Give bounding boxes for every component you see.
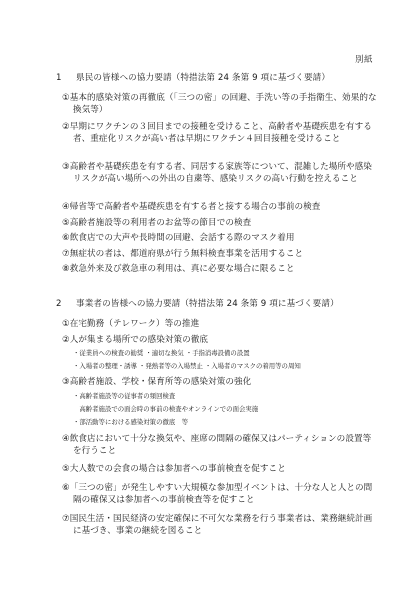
section-2-item-2: ②人が集まる場所での感染対策の徹底: [62, 335, 209, 345]
section-2-item-1: ①在宅勤務（テレワーク）等の推進: [62, 319, 200, 329]
section-2-item-5: ⑤大人数での会食の場合は参加者への事前検査を促すこと: [62, 464, 286, 474]
section-2-title: [56, 297, 339, 309]
annex-label: 別紙: [355, 55, 374, 65]
section-2-number: 2: [56, 299, 62, 309]
section-2-item-3-sub-1: ・高齢者施設等の従事者の頻回検査: [73, 392, 176, 400]
section-2-item-6: ⑥「三つの密」が発生しやすい大規模な参加型イベントは、十分な人と人との間隔の確保又は参加者への事前検査等を促すこと: [62, 483, 373, 505]
section-1-item-5: ⑤高齢者施設等の利用者のお盆等の節目での検査: [62, 218, 252, 228]
section-1-item-1: ①基本的感染対策の再徹底（「三つの密」の回避、手洗い等の手指衛生、効果的な換気等）: [62, 93, 377, 115]
section-2-item-7: ⑦国民生活・国民経済の安定確保に不可欠な業務を行う事業者は、業務継続計画に基づき、事業の継続を図ること: [62, 514, 373, 536]
section-1-item-4: ④帰省等で高齢者や基礎疾患を有する者と接する場合の事前の検査: [62, 202, 321, 212]
section-2-item-2-sub-2: ・入場者の整理・誘導 ・発熱者等の入場禁止 ・入場者のマスクの着用等の周知: [73, 362, 301, 370]
section-1-number: 1: [56, 73, 62, 83]
section-1-item-7: ⑦無症状の者は、都道府県が行う無料検査事業を活用すること: [62, 249, 304, 259]
section-2-item-3: ③高齢者施設、学校・保育所等の感染対策の強化: [62, 377, 252, 387]
section-2-title-text: 事業者の皆様への協力要請（特措法第 24 条第 9 項に基づく要請）: [76, 299, 339, 309]
section-2-item-4: ④飲食店において十分な換気や、座席の間隔の確保又はパーティションの設置等を行うこと: [62, 434, 372, 456]
section-2-item-2-sub-1: ・従業員への検査の勧奨 ・適切な換気 ・手指消毒設備の設置: [73, 349, 250, 357]
section-1-title: [56, 71, 330, 83]
section-1-title-text: 県民の皆様への協力要請（特措法第 24 条第 9 項に基づく要請）: [76, 73, 331, 83]
section-1-item-8: ⑧救急外来及び救急車の利用は、真に必要な場合に限ること: [62, 264, 295, 274]
section-2-item-3-sub-3: ・部活動等における感染対策の徹底 等: [73, 418, 189, 426]
section-1-item-3: ③高齢者や基礎疾患を有する者、同居する家族等について、混雑した場所や感染リスクが高い場所への外出の自粛等、感染リスクの高い行動を控えること: [62, 162, 372, 184]
section-2-item-3-sub-2: 高齢者施設での面会時の事前の検査やオンラインでの面会実施: [73, 405, 259, 413]
section-1-item-6: ⑥飲食店での大声や長時間の回避、会話する際のマスク着用: [62, 233, 295, 243]
section-1-item-2: ②早期にワクチンの３回目までの接種を受けること、高齢者や基礎疾患を有する者、重症化リスクが高い者は早期にワクチン４回目接種を受けること: [62, 122, 372, 144]
